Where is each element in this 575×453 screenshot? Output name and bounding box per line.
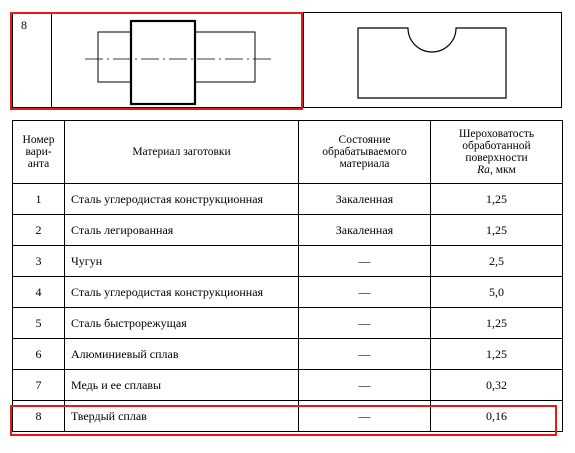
cell-state: Закаленная [299,215,431,246]
table-row [13,215,563,246]
table-row [13,184,563,215]
header-state: Состояние обрабатываемого материала [299,121,431,184]
table-row [13,277,563,308]
cell-variant: 1 [13,184,65,215]
cell-roughness: 0,32 [431,370,563,401]
cell-variant: 3 [13,246,65,277]
cell-variant: 8 [13,401,65,432]
cell-roughness: 1,25 [431,184,563,215]
grooved-block-outline [358,28,506,98]
table-row [13,370,563,401]
cell-roughness: 1,25 [431,308,563,339]
header-roughness: Шероховатость обработанной поверхности Ra, мкм [431,121,563,184]
cell-state: — [299,401,431,432]
cell-material: Сталь углеродистая конструкционная [65,184,299,215]
header-material: Материал заготовки [65,121,299,184]
cell-state: — [299,370,431,401]
cell-material: Медь и ее сплавы [65,370,299,401]
cell-state: — [299,339,431,370]
table-row [13,339,563,370]
cell-roughness: 0,16 [431,401,563,432]
cell-material: Твердый сплав [65,401,299,432]
cell-material: Алюминиевый сплав [65,339,299,370]
cell-material: Сталь легированная [65,215,299,246]
table-header-row [13,121,563,184]
cell-material: Сталь быстрорежущая [65,308,299,339]
cell-state: Закаленная [299,184,431,215]
cell-variant: 4 [13,277,65,308]
cell-roughness: 2,5 [431,246,563,277]
cell-variant: 7 [13,370,65,401]
cell-material: Сталь углеродистая конструкционная [65,277,299,308]
table-row [13,308,563,339]
variant-number: 8 [21,18,27,32]
highlight-row [10,405,557,436]
cell-material: Чугун [65,246,299,277]
cell-state: — [299,246,431,277]
grooved-block-drawing [358,28,506,98]
cell-state: — [299,308,431,339]
materials-table [12,120,563,432]
cell-roughness: 5,0 [431,277,563,308]
highlight-drawing [10,12,303,110]
cell-variant: 5 [13,308,65,339]
table-row [13,246,563,277]
cell-variant: 6 [13,339,65,370]
header-variant-number: Номер вари- анта [13,121,65,184]
cell-roughness: 1,25 [431,215,563,246]
cell-variant: 2 [13,215,65,246]
cell-state: — [299,277,431,308]
cell-roughness: 1,25 [431,339,563,370]
